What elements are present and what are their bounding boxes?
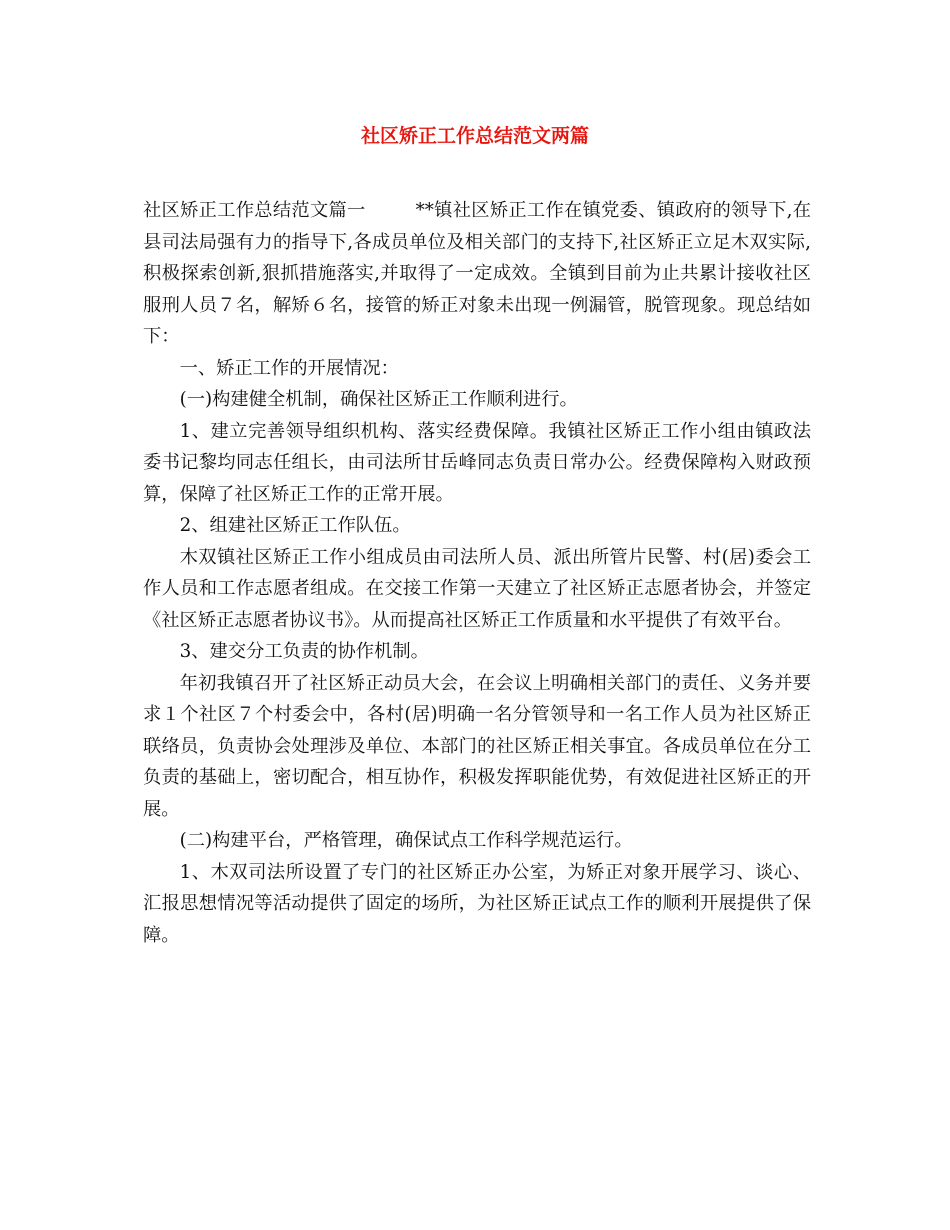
body-paragraph: 1、建立完善领导组织机构、落实经费保障。我镇社区矫正工作小组由镇政法委书记黎均同志任组长，由司法所甘岳峰同志负责日常办公。经费保障构入财政预算，保障了社区矫正工作的正常开展。	[143, 420, 811, 505]
intro-label: 社区矫正工作总结范文篇一	[143, 200, 366, 221]
body-paragraph: 1、木双司法所设置了专门的社区矫正办公室，为矫正对象开展学习、谈心、汇报思想情况等活动提供了固定的场所，为社区矫正试点工作的顺利开展提供了保障。	[143, 861, 811, 946]
intro-paragraph	[143, 195, 811, 353]
body-paragraph: 年初我镇召开了社区矫正动员大会，在会议上明确相关部门的责任、义务并要求１个社区７个村委会中，各村(居)明确一名分管领导和一名工作人员为社区矫正联络员，负责协会处理涉及单位、本部门的社区矫正相关事宜。各成员单位在分工负责的基础上，密切配合，相互协作，积极发挥职能优势，有效促进社区矫正的开展。	[143, 672, 811, 820]
section-heading: 一、矫正工作的开展情况：	[179, 357, 399, 379]
item-heading: 3、建交分工负责的协作机制。	[179, 641, 429, 662]
subsection-heading: (一)构建健全机制，确保社区矫正工作顺利进行。	[179, 389, 578, 410]
intro-text: **镇社区矫正工作在镇党委、镇政府的领导下,在县司法局强有力的指导下,各成员单位及相关部门的支持下,社区矫正立足木双实际,积极探索创新,狠抓措施落实,并取得了一定成效。全镇到目前为止共累计接收社区服刑人员７名，解矫６名，接管的矫正对象未出现一例漏管，脱管现象。现总结如下：	[143, 200, 812, 347]
body-paragraph: 木双镇社区矫正工作小组成员由司法所人员、派出所管片民警、村(居)委会工作人员和工作志愿者组成。在交接工作第一天建立了社区矫正志愿者协会，并签定《社区矫正志愿者协议书》。从而提高社区矫正工作质量和水平提供了有效平台。	[143, 546, 811, 631]
document-body	[143, 195, 811, 951]
subsection-heading: (二)构建平台，严格管理，确保试点工作科学规范运行。	[179, 830, 633, 851]
document-title: 社区矫正工作总结范文两篇	[360, 125, 589, 147]
item-heading: 2、组建社区矫正工作队伍。	[179, 515, 411, 536]
